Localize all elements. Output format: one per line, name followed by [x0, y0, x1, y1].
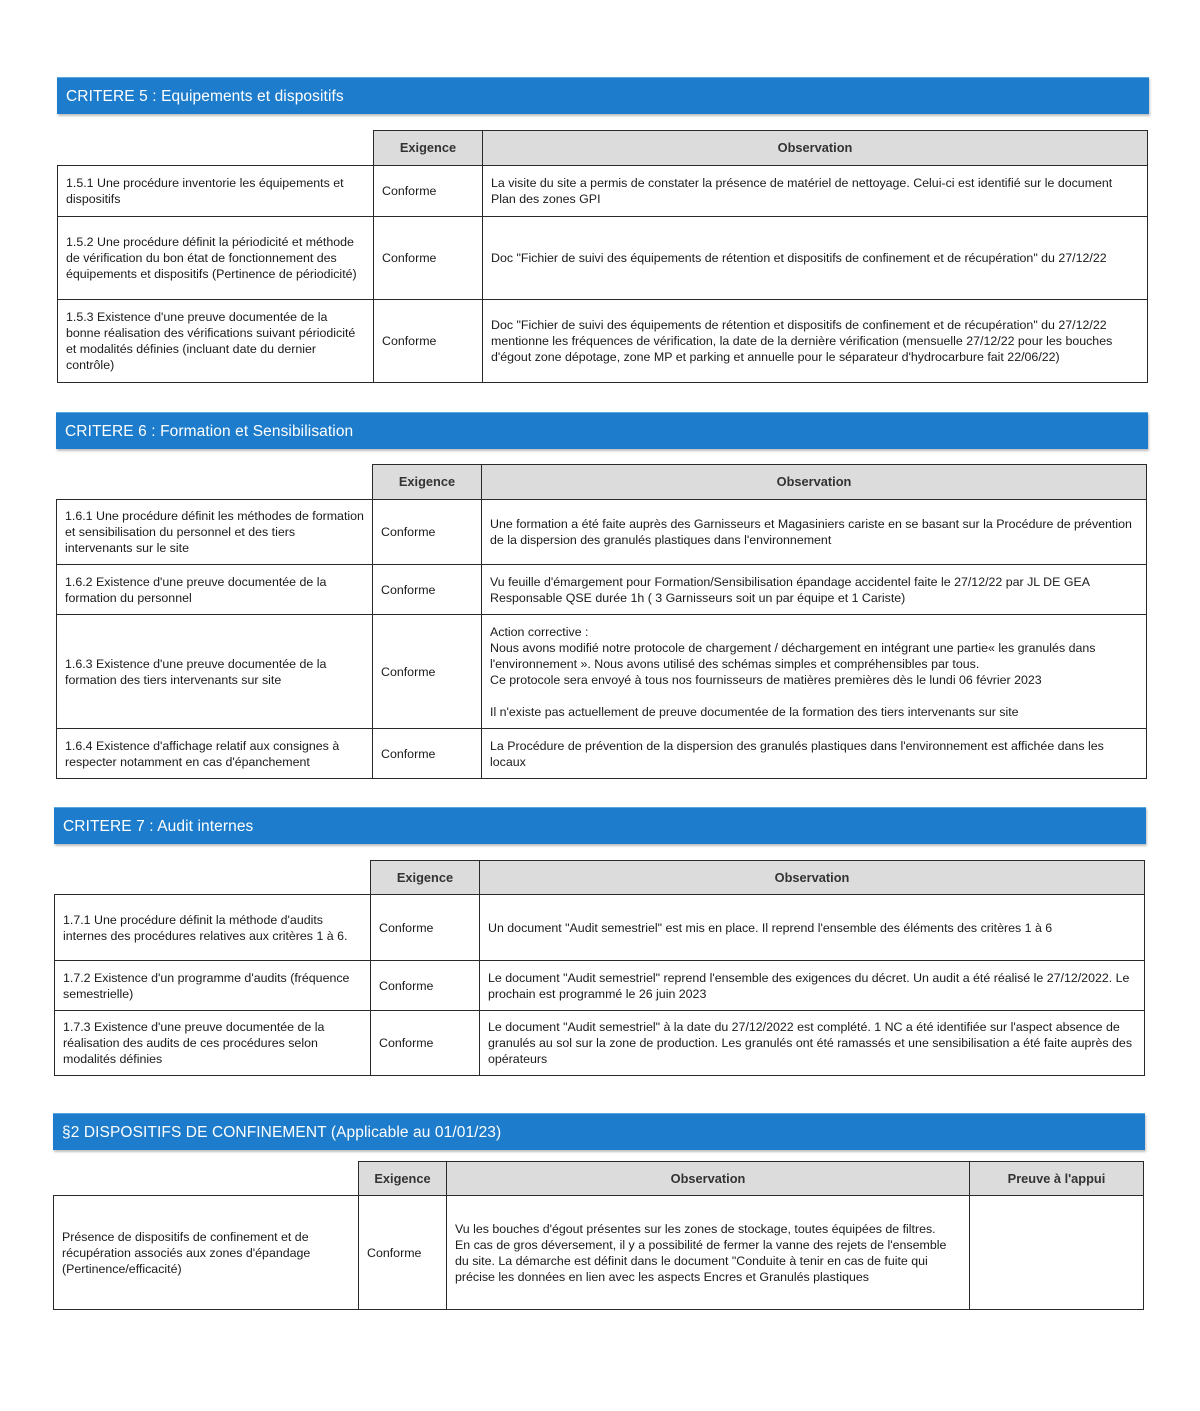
table-row: [55, 961, 1145, 1011]
status-cell: Conforme: [371, 895, 480, 961]
criterion-cell: 1.6.3 Existence d'une preuve documentée de la formation des tiers intervenants sur site: [57, 615, 373, 729]
status-cell: Conforme: [371, 1011, 480, 1076]
table-row: [58, 166, 1148, 217]
observation-line: En cas de gros déversement, il y a possibilité de fermer la vanne des rejets de l'ensemble du site. La démarche est définit dans le document "Conduite à tenir en cas de fuite qui précise les données en lien avec les aspects Encres et Granulés plastiques: [455, 1237, 947, 1284]
status-cell: Conforme: [374, 166, 483, 217]
header-exigence: Exigence: [373, 465, 482, 500]
header-exigence: Exigence: [371, 861, 480, 895]
table-row: [55, 1011, 1145, 1076]
status-cell: Conforme: [373, 615, 482, 729]
criterion-cell: 1.5.1 Une procédure inventorie les équipements et dispositifs: [58, 166, 374, 217]
observation-cell: La visite du site a permis de constater la présence de matériel de nettoyage. Celui-ci est identifié sur le document Plan des zones GPI: [483, 166, 1148, 217]
criterion-cell: 1.7.3 Existence d'une preuve documentée de la réalisation des audits de ces procédures selon modalités définies: [55, 1011, 371, 1076]
table-critere-7: [54, 860, 1145, 1076]
header-exigence: Exigence: [359, 1162, 447, 1196]
status-cell: Conforme: [373, 565, 482, 615]
table-row: [57, 565, 1147, 615]
header-blank: [55, 861, 371, 895]
observation-line: Il n'existe pas actuellement de preuve documentée de la formation des tiers intervenants sur site: [490, 704, 1019, 719]
observation-cell: [482, 615, 1147, 729]
section-banner-critere-7: CRITERE 7 : Audit internes: [54, 807, 1146, 844]
status-cell: Conforme: [359, 1196, 447, 1310]
criterion-cell: Présence de dispositifs de confinement et de récupération associés aux zones d'épandage (Pertinence/efficacité): [54, 1196, 359, 1310]
status-cell: Conforme: [373, 500, 482, 565]
table-row: [54, 1196, 1144, 1310]
observation-cell: Un document "Audit semestriel" est mis en place. Il reprend l'ensemble des éléments des critères 1 à 6: [480, 895, 1145, 961]
table-critere-6: [56, 464, 1147, 779]
observation-cell: Le document "Audit semestriel" à la date du 27/12/2022 est complété. 1 NC a été identifiée sur l'aspect absence de granulés au sol sur la zone de production. Les granulés ont été ramassés et une sensibilisation a été faite auprès des opérateurs: [480, 1011, 1145, 1076]
table-row: [58, 300, 1148, 383]
observation-cell: Doc "Fichier de suivi des équipements de rétention et dispositifs de confinement et de récupération" du 27/12/22 mentionne les fréquences de vérification, la date de la dernière vérification (mensuelle 27/12/22 pour les bouches d'égout zone dépotage, zone MP et parking et annuelle pour le séparateur d'hydrocarbure fait 22/06/22): [483, 300, 1148, 383]
header-blank: [54, 1162, 359, 1196]
section-banner-dispositifs: §2 DISPOSITIFS DE CONFINEMENT (Applicable au 01/01/23): [53, 1113, 1145, 1150]
observation-line: Ce protocole sera envoyé à tous nos fournisseurs de matières premières dès le lundi 06 février 2023: [490, 672, 1042, 687]
table-row: [57, 615, 1147, 729]
header-exigence: Exigence: [374, 131, 483, 166]
section-banner-critere-5: CRITERE 5 : Equipements et dispositifs: [57, 77, 1149, 114]
criterion-cell: 1.6.4 Existence d'affichage relatif aux consignes à respecter notamment en cas d'épanchement: [57, 729, 373, 779]
header-preuve: Preuve à l'appui: [970, 1162, 1144, 1196]
observation-line: Action corrective :: [490, 624, 589, 639]
criterion-cell: 1.5.2 Une procédure définit la périodicité et méthode de vérification du bon état de fonctionnement des équipements et dispositifs (Pertinence de périodicité): [58, 217, 374, 300]
table-row: [57, 729, 1147, 779]
observation-cell: Une formation a été faite auprès des Garnisseurs et Magasiniers cariste en se basant sur la Procédure de prévention de la dispersion des granulés plastiques dans l'environnement: [482, 500, 1147, 565]
status-cell: Conforme: [374, 300, 483, 383]
table-row: [57, 500, 1147, 565]
table-row: [58, 217, 1148, 300]
criterion-cell: 1.7.2 Existence d'un programme d'audits (fréquence semestrielle): [55, 961, 371, 1011]
header-observation: Observation: [483, 131, 1148, 166]
criterion-cell: 1.5.3 Existence d'une preuve documentée de la bonne réalisation des vérifications suivant périodicité et modalités définies (incluant date du dernier contrôle): [58, 300, 374, 383]
header-observation: Observation: [482, 465, 1147, 500]
status-cell: Conforme: [371, 961, 480, 1011]
criterion-cell: 1.7.1 Une procédure définit la méthode d'audits internes des procédures relatives aux critères 1 à 6.: [55, 895, 371, 961]
observation-cell: La Procédure de prévention de la dispersion des granulés plastiques dans l'environnement est affichée dans les locaux: [482, 729, 1147, 779]
table-dispositifs: [53, 1161, 1144, 1310]
observation-line: Nous avons modifié notre protocole de chargement / déchargement en intégrant une partie« les granulés dans l'environnement ». Nous avons utilisé des schémas simples et compréhensibles par tous.: [490, 640, 1096, 671]
header-blank: [57, 465, 373, 500]
header-observation: Observation: [447, 1162, 970, 1196]
header-blank: [58, 131, 374, 166]
criterion-cell: 1.6.1 Une procédure définit les méthodes de formation et sensibilisation du personnel et des tiers intervenants sur le site: [57, 500, 373, 565]
status-cell: Conforme: [374, 217, 483, 300]
observation-cell: Doc "Fichier de suivi des équipements de rétention et dispositifs de confinement et de récupération" du 27/12/22: [483, 217, 1148, 300]
observation-line: Vu les bouches d'égout présentes sur les zones de stockage, toutes équipées de filtres.: [455, 1221, 936, 1236]
preuve-cell: [970, 1196, 1144, 1310]
table-critere-5: [57, 130, 1148, 383]
table-row: [55, 895, 1145, 961]
observation-cell: [447, 1196, 970, 1310]
observation-cell: Le document "Audit semestriel" reprend l'ensemble des exigences du décret. Un audit a été réalisé le 27/12/2022. Le prochain est programmé le 26 juin 2023: [480, 961, 1145, 1011]
criterion-cell: 1.6.2 Existence d'une preuve documentée de la formation du personnel: [57, 565, 373, 615]
header-observation: Observation: [480, 861, 1145, 895]
observation-cell: Vu feuille d'émargement pour Formation/Sensibilisation épandage accidentel faite le 27/12/22 par JL DE GEA Responsable QSE durée 1h ( 3 Garnisseurs soit un par équipe et 1 Cariste): [482, 565, 1147, 615]
section-banner-critere-6: CRITERE 6 : Formation et Sensibilisation: [56, 412, 1148, 449]
status-cell: Conforme: [373, 729, 482, 779]
